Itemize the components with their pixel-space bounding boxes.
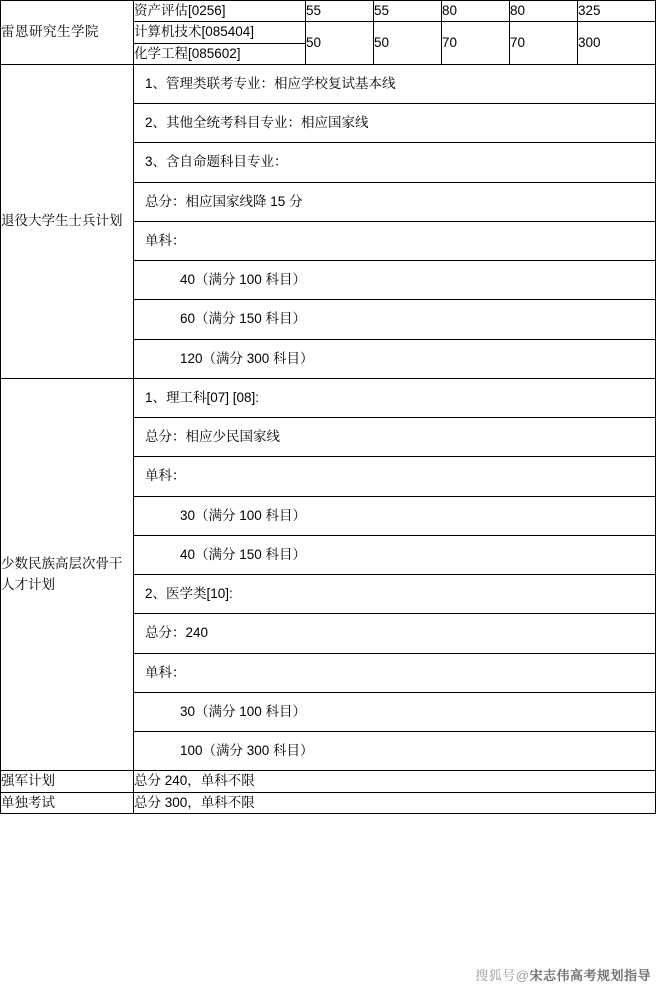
requirement-line: 40（满分 150 科目） — [134, 535, 655, 574]
requirement-line: 40（满分 100 科目） — [134, 260, 655, 299]
score-cell-total — [578, 1, 656, 22]
score-cell-subject4 — [510, 1, 578, 22]
requirement-line: 单科： — [134, 653, 655, 692]
table-row — [1, 792, 656, 813]
plan-label-cell — [1, 64, 134, 378]
requirement-line: 1、管理类联考专业：相应学校复试基本线 — [145, 75, 396, 91]
plan-label: 单独考试 — [1, 794, 55, 810]
plan-requirements-cell — [134, 378, 656, 771]
requirement-line: 120（满分 300 科目） — [134, 339, 655, 378]
major-name-cell — [134, 1, 306, 22]
table-row — [1, 64, 656, 378]
requirement-line: 总分 300，单科不限 — [134, 794, 255, 810]
score-cell-politics — [306, 1, 374, 22]
score-value: 70 — [442, 34, 458, 50]
major-name-cell — [134, 43, 306, 64]
requirement-line: 100（满分 300 科目） — [134, 731, 655, 770]
plan-label-cell — [1, 378, 134, 771]
score-value: 70 — [510, 34, 526, 50]
requirement-line: 总分：相应国家线降 15 分 — [134, 182, 655, 221]
requirement-line: 1、理工科[07] [08]: — [145, 389, 260, 405]
plan-label: 退役大学生士兵计划 — [1, 213, 123, 229]
plan-label-cell — [1, 771, 134, 792]
score-cell-politics — [306, 22, 374, 65]
score-value: 55 — [374, 3, 390, 18]
requirement-line: 总分：相应少民国家线 — [134, 417, 655, 456]
watermark — [475, 965, 651, 984]
score-value: 80 — [510, 3, 526, 18]
requirement-line: 2、医学类[10]: — [134, 574, 655, 613]
major-name: 化学工程[085602] — [134, 45, 241, 61]
major-name-cell — [134, 22, 306, 43]
table-row — [1, 378, 656, 771]
total-value: 300 — [578, 34, 601, 50]
requirement-line: 3、含自命题科目专业： — [134, 142, 655, 181]
score-cell-total — [578, 22, 656, 65]
institute-name-cell — [1, 1, 134, 65]
table-row — [1, 771, 656, 792]
watermark-name: 宋志伟高考规划指导 — [529, 968, 651, 983]
institute-name: 雷恩研究生学院 — [1, 24, 99, 40]
score-value: 55 — [306, 3, 322, 18]
major-name: 资产评估[0256] — [134, 3, 226, 18]
plan-label: 少数民族高层次骨干人才计划 — [1, 556, 123, 592]
requirement-line: 总分 240，单科不限 — [134, 773, 255, 789]
plan-label-cell — [1, 792, 134, 813]
score-cell-english — [374, 22, 442, 65]
requirement-line: 30（满分 100 科目） — [134, 692, 655, 731]
plan-label: 强军计划 — [1, 773, 55, 789]
requirement-line: 2、其他全统考科目专业：相应国家线 — [134, 103, 655, 142]
plan-requirements-cell — [134, 64, 656, 378]
requirement-line: 单科： — [134, 456, 655, 495]
plan-requirements-cell — [134, 771, 656, 792]
score-value: 50 — [374, 34, 390, 50]
score-cell-subject3 — [442, 22, 510, 65]
score-value: 80 — [442, 3, 458, 18]
requirement-line: 60（满分 150 科目） — [134, 299, 655, 338]
score-cell-subject3 — [442, 1, 510, 22]
major-name: 计算机技术[085404] — [134, 24, 255, 40]
requirement-line: 单科： — [134, 221, 655, 260]
score-value: 50 — [306, 34, 322, 50]
total-value: 325 — [578, 3, 601, 18]
score-cell-english — [374, 1, 442, 22]
plan-requirements-cell — [134, 792, 656, 813]
requirement-line: 总分：240 — [134, 613, 655, 652]
watermark-tag: 搜狐号@ — [475, 968, 530, 983]
score-cell-subject4 — [510, 22, 578, 65]
table-row — [1, 1, 656, 22]
requirement-line: 30（满分 100 科目） — [134, 496, 655, 535]
